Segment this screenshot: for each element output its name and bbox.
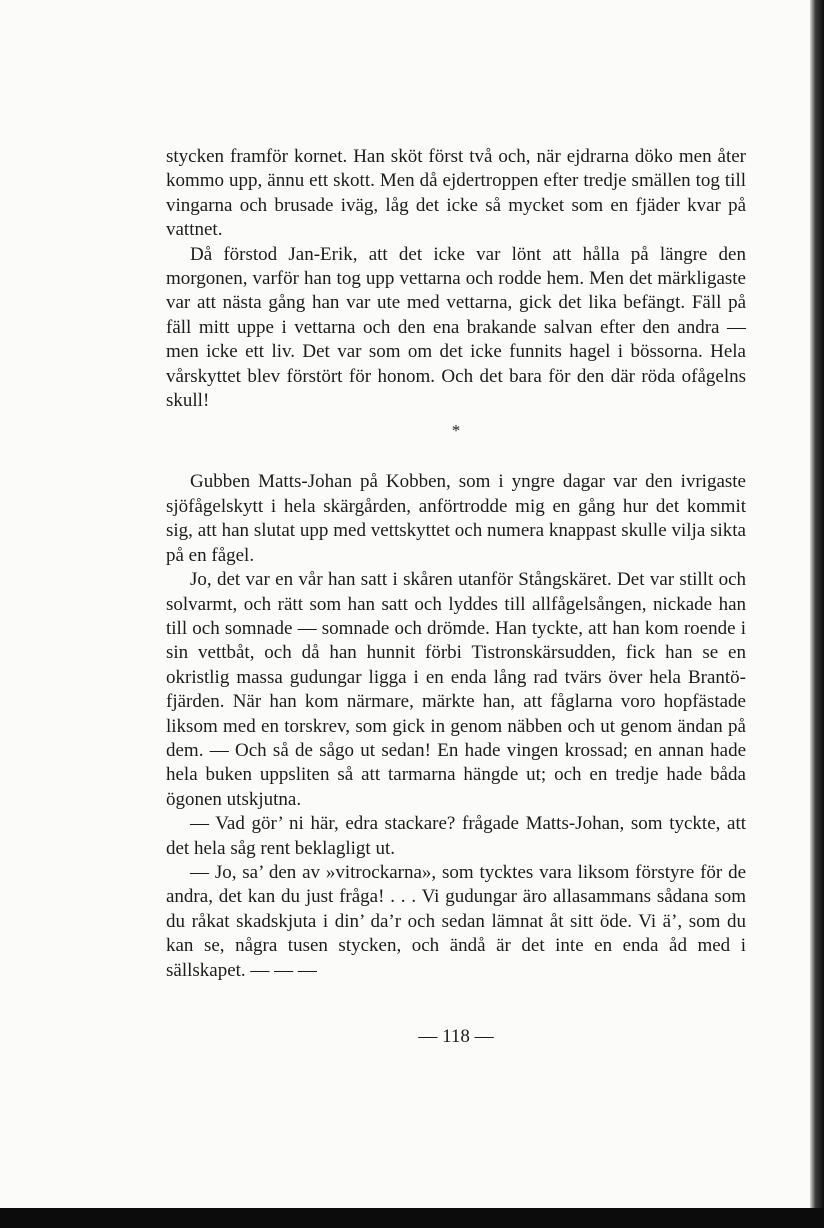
paragraph-4: Jo, det var en vår han satt i skåren utanför Stångskäret. Det var stillt och solvarmt, och rätt som han satt och lyddes till allfågelsången, nickade han till och somnade — somnade och drömde. Han tyckte, att han kom roende i sin vettbåt, och då han hunnit förbi Tistronskärsudden, fick han se en okristlig massa gudungar ligga i en enda lång rad tvärs över hela Brantö-fjärden. När han kom närmare, märkte han, att fåglarna voro hopfästade liksom med en torskrev, som gick in genom näbben och ut genom ändan på dem. — Och så de sågo ut sedan! En hade vingen krossad; en annan hade hela buken uppsliten så att tarmarna hängde ut; och en tredje hade båda ögonen utskjutna. bbox=[166, 569, 746, 810]
book-spine-shadow bbox=[810, 0, 824, 1228]
section-separator: * bbox=[451, 421, 461, 441]
body-text bbox=[166, 145, 746, 983]
paragraph-6: — Jo, sa’ den av »vitrockarna», som tycktes vara liksom förstyre för de andra, det kan du just fråga! . . . Vi gudungar äro allasammans sådana som du råkat skadskjuta i din’ da’r och sedan lämnat åt sitt öde. Vi ä’, som du kan se, några tusen stycken, och ändå är det inte en enda åd med i sällskapet. — — — bbox=[166, 861, 746, 981]
paragraph-2: Då förstod Jan-Erik, att det icke var lönt att hålla på längre den morgonen, varför han tog upp vettarna och rodde hem. Men det märkligaste var att nästa gång han var ute med vettarna, gick det lika befängt. Fäll på fäll mitt uppe i vettarna och den ena brakande salvan efter den andra — men icke ett liv. Det var som om det icke funnits hagel i bössorna. Hela vårskyttet blev förstört för honom. Och det bara för den där röda ofågelns skull! bbox=[166, 243, 746, 412]
paragraph-5: — Vad gör’ ni här, edra stackare? frågade Matts-Johan, som tyckte, att det hela såg rent beklagligt ut. bbox=[166, 813, 746, 859]
paragraph-3: Gubben Matts-Johan på Kobben, som i yngre dagar var den ivrigaste sjöfågelskytt i hela skärgården, anförtrodde mig en gång hur det kommit sig, att han slutat upp med vettskyttet och numera knappast skulle vilja sikta på en fågel. bbox=[166, 471, 746, 566]
scan-bottom-edge bbox=[0, 1208, 824, 1228]
page-number: — 118 — bbox=[418, 1026, 494, 1047]
paragraph-1: stycken framför kornet. Han sköt först två och, när ejdrarna döko men åter kommo upp, ännu ett skott. Men då ejdertroppen efter tredje smällen tog till vingarna och brusade iväg, låg det icke så mycket som en fjäder kvar på vattnet. bbox=[166, 146, 746, 241]
